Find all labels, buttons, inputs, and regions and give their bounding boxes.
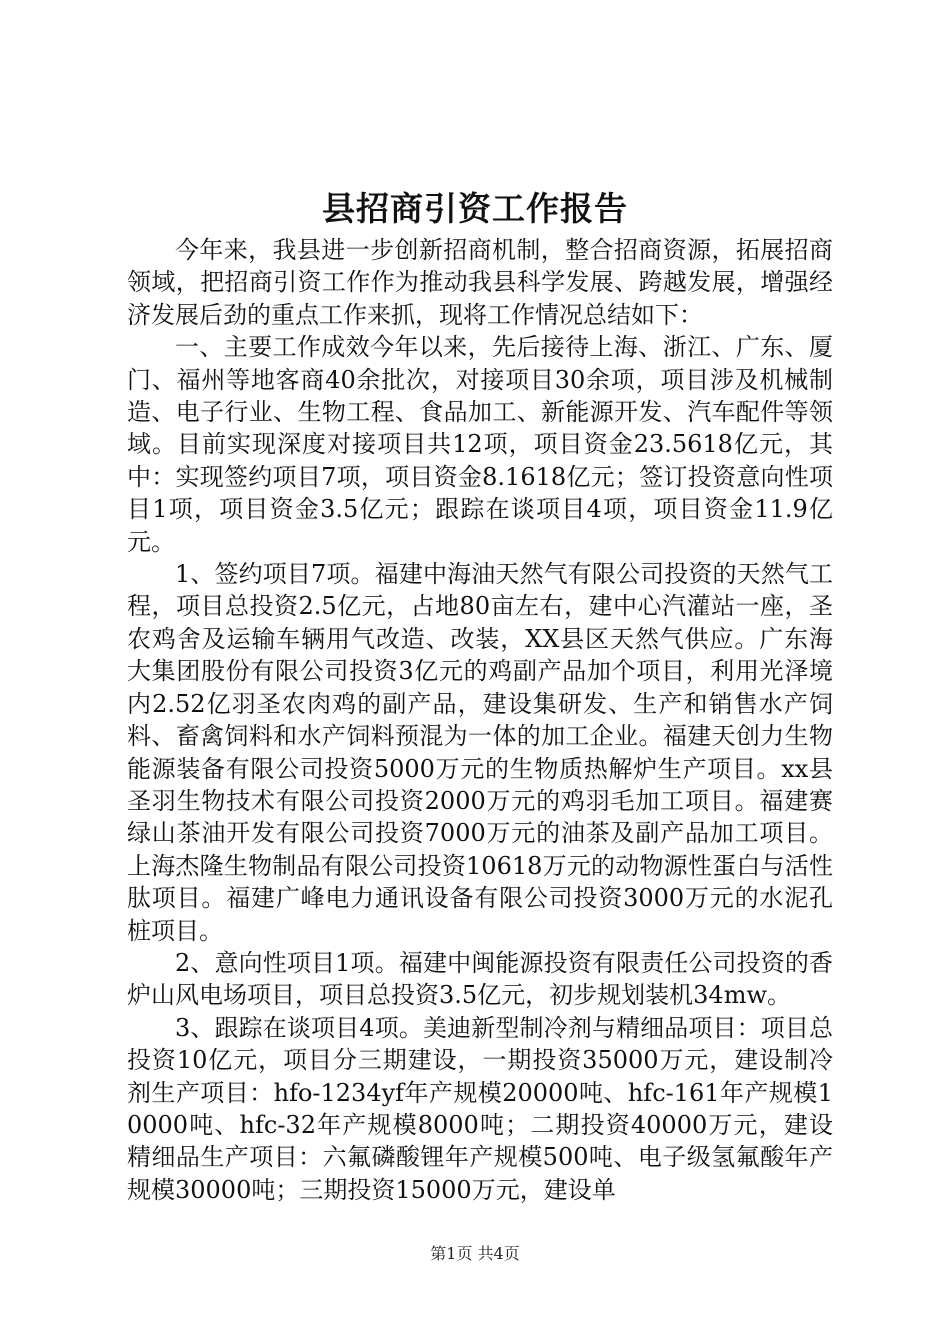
paragraph-intent-projects: 2、意向性项目1项。福建中闽能源投资有限责任公司投资的香炉山风电场项目，项目总投资3.5亿元，初步规划装机34mw。 bbox=[127, 948, 833, 1010]
paragraph-main-results: 一、主要工作成效今年以来，先后接待上海、浙江、广东、厦门、福州等地客商40余批次，对接项目30余项，项目涉及机械制造、电子行业、生物工程、食品加工、新能源开发、汽车配件等领域。目前实现深度对接项目共12项，项目资金23.5618亿元，其中：实现签约项目7项，项目资金8.1618亿元；签订投资意向性项目1项，项目资金3.5亿元；跟踪在谈项目4项，项目资金11.9亿元。 bbox=[127, 333, 833, 556]
paragraph-intro: 今年来，我县进一步创新招商机制，整合招商资源，拓展招商领域，把招商引资工作作为推动我县科学发展、跨越发展，增强经济发展后劲的重点工作来抓，现将工作情况总结如下： bbox=[127, 236, 833, 329]
page-number-footer: 第1页 共4页 bbox=[430, 1244, 520, 1263]
paragraph-signed-projects: 1、签约项目7项。福建中海油天然气有限公司投资的天然气工程，项目总投资2.5亿元，占地80亩左右，建中心汽灌站一座，圣农鸡舍及运输车辆用气改造、改装，XX县区天然气供应。广东海大集团股份有限公司投资3亿元的鸡副产品加个项目，利用光泽境内2.52亿羽圣农肉鸡的副产品，建设集研发、生产和销售水产饲料、畜禽饲料和水产饲料预混为一体的加工企业。福建天创力生物能源装备有限公司投资5000万元的生物质热解炉生产项目。xx县圣羽生物技术有限公司投资2000万元的鸡羽毛加工项目。福建赛绿山茶油开发有限公司投资7000万元的油茶及副产品加工项目。上海杰隆生物制品有限公司投资10618万元的动物源性蛋白与活性肽项目。福建广峰电力通讯设备有限公司投资3000万元的水泥孔桩项目。 bbox=[127, 560, 833, 945]
document-body bbox=[127, 234, 833, 1206]
paragraph-tracking-projects: 3、跟踪在谈项目4项。美迪新型制冷剂与精细品项目：项目总投资10亿元，项目分三期建设，一期投资35000万元，建设制冷剂生产项目：hfo-1234yf年产规模20000吨、hfc-161年产规模10000吨、hfc-32年产规模8000吨；二期投资40000万元，建设精细品生产项目：六氟磷酸锂年产规模500吨、电子级氢氟酸年产规模30000吨；三期投资15000万元，建设单 bbox=[127, 1013, 833, 1204]
document-title: 县招商引资工作报告 bbox=[322, 189, 628, 228]
